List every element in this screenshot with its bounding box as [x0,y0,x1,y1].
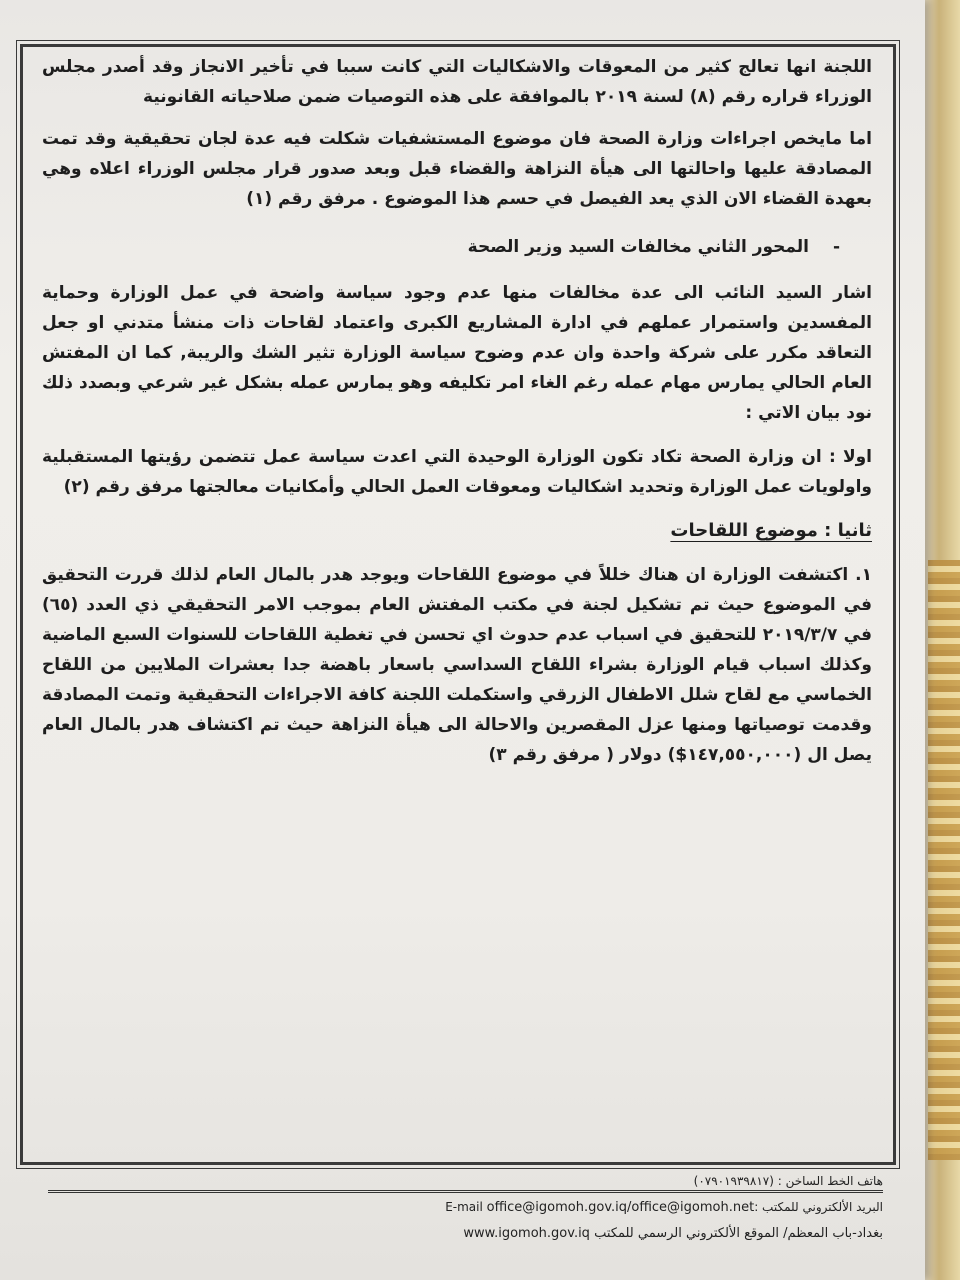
email-label: البريد الألكتروني للمكتب :E-mail [445,1200,883,1214]
footer-address-row [463,1226,883,1241]
document-body [42,52,872,770]
footer-divider [48,1190,883,1193]
email-value[interactable]: office@igomoh.gov.iq/office@igomoh.net [486,1200,755,1215]
paragraph-hospitals-procedures: اما مايخص اجراءات وزارة الصحة فان موضوع المستشفيات شكلت فيه عدة لجان تحقيقية وقد تمت المصادقة عليها واحالتها الى هيأة النزاهة والقضاء قبل وبعد صدور قرار مجلس الوزراء اعلاه وهي بعهدة القضاء الان الذي يعد الفيصل في حسم هذا الموضوع . مرفق رقم (١) [42,129,872,209]
paragraph-mp-violations: اشار السيد النائب الى عدة مخالفات منها عدم وجود سياسة واضحة في عمل الوزارة وحماية المفسدين واستمرار عملهم في ادارة المشاريع الكبرى واعتماد لقاحات ذات منشأ متدني او جعل التعاقد مكرر على شركة واحدة وان عدم وضوح سياسة الوزارة تثير الشك والريبة, كما ان المفتش العام الحالي يمارس مهام عمله رغم الغاء امر تكليفه وهو يمارس عمله بشكل غير شرعي وبصدد ذلك نود بيان الاتي : [42,283,872,423]
heading-second-axis [42,232,872,262]
footer-email-row [445,1200,883,1215]
heading-second-axis-text: المحور الثاني مخالفات السيد وزير الصحة [467,237,810,257]
website-link[interactable]: www.igomoh.gov.iq [463,1226,590,1241]
address-text: بغداد-باب المعظم/ الموقع الألكتروني الرسمي للمكتب [594,1226,883,1241]
heading-dash: - [832,237,840,257]
letterhead-footer [48,1160,883,1270]
heading-vaccines-topic: ثانيا : موضوع اللقاحات [670,520,872,541]
hotline-number: (٠٧٩٠١٩٣٩٨١٧) [693,1174,774,1188]
decorative-gold-trim [928,560,960,1160]
paragraph-first-ministry-policy: اولا : ان وزارة الصحة تكاد تكون الوزارة الوحيدة التي اعدت سياسة عمل تتضمن رؤيتها المستقبلية واولويات عمل الوزارة وتحديد اشكاليات ومعوقات العمل الحالي وأمكانيات معالجتها مرفق رقم (٢) [42,447,872,497]
footer-hotline-row [694,1174,883,1188]
paragraph-vaccines-investigation: ١. اكتشفت الوزارة ان هناك خللاً في موضوع اللقاحات ويوجد هدر بالمال العام لذلك قررت التحقيق في الموضوع حيث تم تشكيل لجنة في مكتب المفتش العام بموجب الامر التحقيقي ذي العدد (٦٥) في ٢٠١٩/٣/٧ للتحقيق في اسباب عدم حدوث اي تحسن في تغطية اللقاحات للسنوات السبع الماضية وكذلك اسباب قيام الوزارة بشراء اللقاح السداسي باسعار باهضة جدا بعشرات الملايين من اللقاح الخماسي مع لقاح شلل الاطفال الزرقي واستكملت اللجنة كافة الاجراءات التحقيقية وتمت المصادقة وقدمت توصياتها ومنها عزل المقصرين والاحالة الى هيأة النزاهة حيث تم اكتشاف هدر بالمال العام يصل ال (١٤٧,٥٥٠,٠٠٠$) دولار ( مرفق رقم ٣) [42,565,873,765]
paragraph-committee-recommendations: اللجنة انها تعالج كثير من المعوقات والاشكاليات التي كانت سببا في تأخير الانجاز وقد أصدر مجلس الوزراء قراره رقم (٨) لسنة ٢٠١٩ بالموافقة على هذه التوصيات ضمن صلاحياته القانونية [42,57,872,107]
hotline-label: هاتف الخط الساخن : [777,1174,883,1188]
